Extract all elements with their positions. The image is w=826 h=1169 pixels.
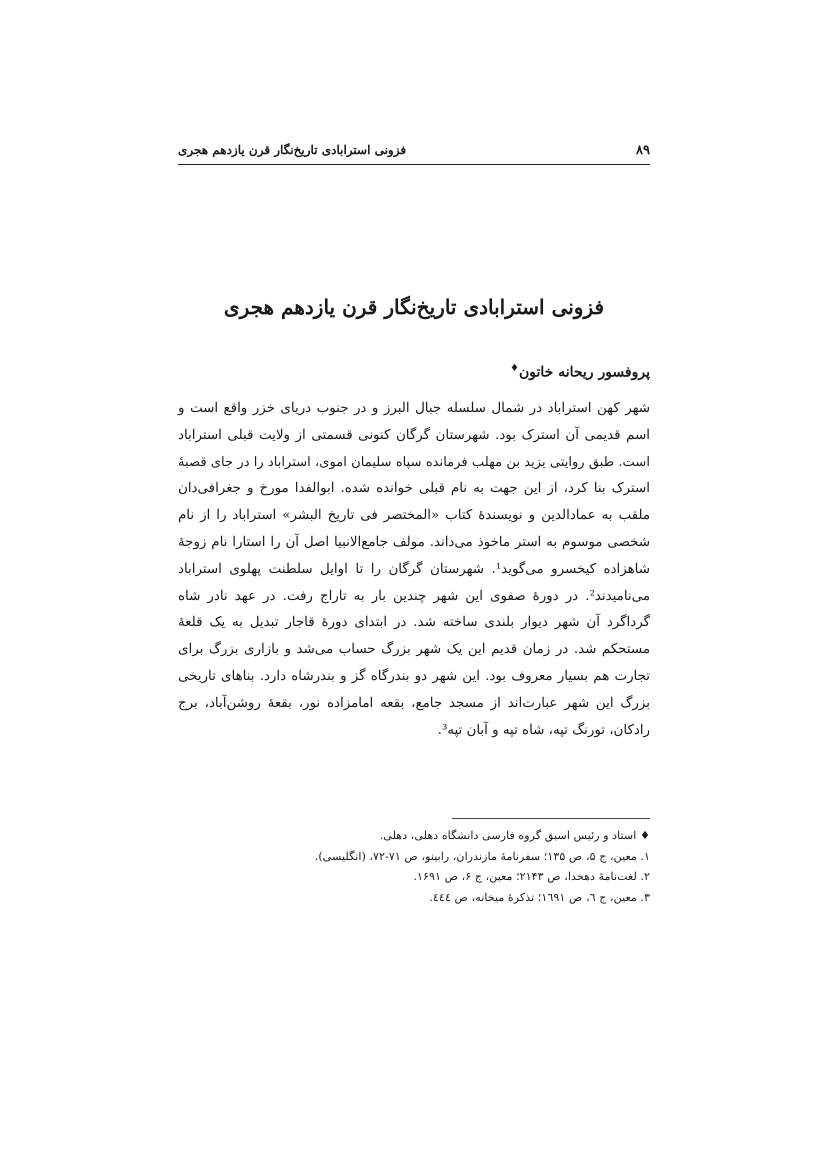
footnote-author: ♦ استاد و رئیس اسبق گروه فارسی دانشگاه دهلی، دهلی.	[379, 829, 650, 842]
body-paragraph	[178, 396, 650, 744]
body-line: ملقب به عمادالدین و نویسندهٔ کتاب «المختصر فی تاریخ البشر» استراباد را از نام	[178, 508, 650, 524]
body-line: گرداگرد آن شهر دیوار بلندی ساخته شد. در ابتدای دورهٔ قاجار تبدیل به یک قلعهٔ	[178, 615, 650, 631]
footnote-1: ۱. معین، ج ۵، ص ۱۳۵؛ سفرنامهٔ مازندران، رابینو، ص ۷۱-۷۲، (انگلیسی).	[314, 849, 650, 863]
body-line: است. طبق روایتی یزید بن مهلب فرمانده سپاه سلیمان اموی، استراباد را در جای قصبهٔ	[178, 454, 650, 470]
body-line: مستحکم شد. در زمان قدیم این یک شهر بزرگ حساب می‌شد و بازاری بزرگ برای	[178, 642, 650, 658]
running-header	[178, 143, 650, 165]
body-line: تجارت هم بسیار معروف بود. این شهر دو بندرگاه گز و بندرشاه دارد. بناهای تاریخی	[178, 668, 650, 684]
page-number: ۸۹	[636, 143, 650, 158]
author-name: پروفسور ریحانه خاتون	[519, 364, 650, 381]
body-line: بزرگ این شهر عبارت‌اند از مسجد جامع، بقعه امامزاده نور، بقعهٔ روشن‌آباد، برج	[178, 695, 650, 711]
article-title: فزونی استرابادی تاریخ‌نگار قرن یازدهم هجری	[223, 295, 605, 319]
body-line: می‌نامیدند². در دورهٔ صفوی این شهر چندین بار به تاراج رفت. در عهد نادر شاه	[178, 588, 650, 604]
body-line: شاهزاده کیخسرو می‌گوید¹. شهرستان گرگان را تا اوایل سلطنت پهلوی استراباد	[178, 561, 650, 577]
body-line: شخصی موسوم به استر ماخوذ می‌داند. مولف جامع‌الانبیا اصل آن را استارا نام زوجهٔ	[178, 534, 650, 550]
running-title: فزونی استرابادی تاریخ‌نگار قرن یازدهم هجری	[178, 143, 407, 157]
header-divider	[178, 164, 650, 165]
author-line	[510, 363, 650, 381]
body-line: استرک بنا کرد، از این جهت به نام قبلی خوانده شده. ابوالفدا مورخ و جغرافی‌دان	[178, 481, 650, 497]
footnote-3: ۳. معین، ج ٦، ص ١٦٩١؛ تذکرهٔ میخانه، ص ٤٤٤.	[429, 890, 650, 904]
body-line: اسم قدیمی آن استرک بود. شهرستان گرگان کنونی قسمتی از ولایت قبلی استراباد	[178, 427, 650, 443]
body-line: رادکان، تورنگ تپه، شاه تپه و آبان تپه³.	[437, 722, 650, 738]
footnote-2: ۲. لغت‌نامهٔ دهخدا، ص ۲۱۴۳؛ معین، ج ۶، ص ۱۶۹۱.	[413, 870, 650, 883]
footnote-divider	[452, 818, 650, 819]
footnotes	[178, 826, 650, 908]
author-footnote-mark: ♦	[510, 363, 519, 374]
body-line: شهر کهن استراباد در شمال سلسله جبال البرز و در جنوب دریای خزر واقع است و	[178, 401, 650, 416]
